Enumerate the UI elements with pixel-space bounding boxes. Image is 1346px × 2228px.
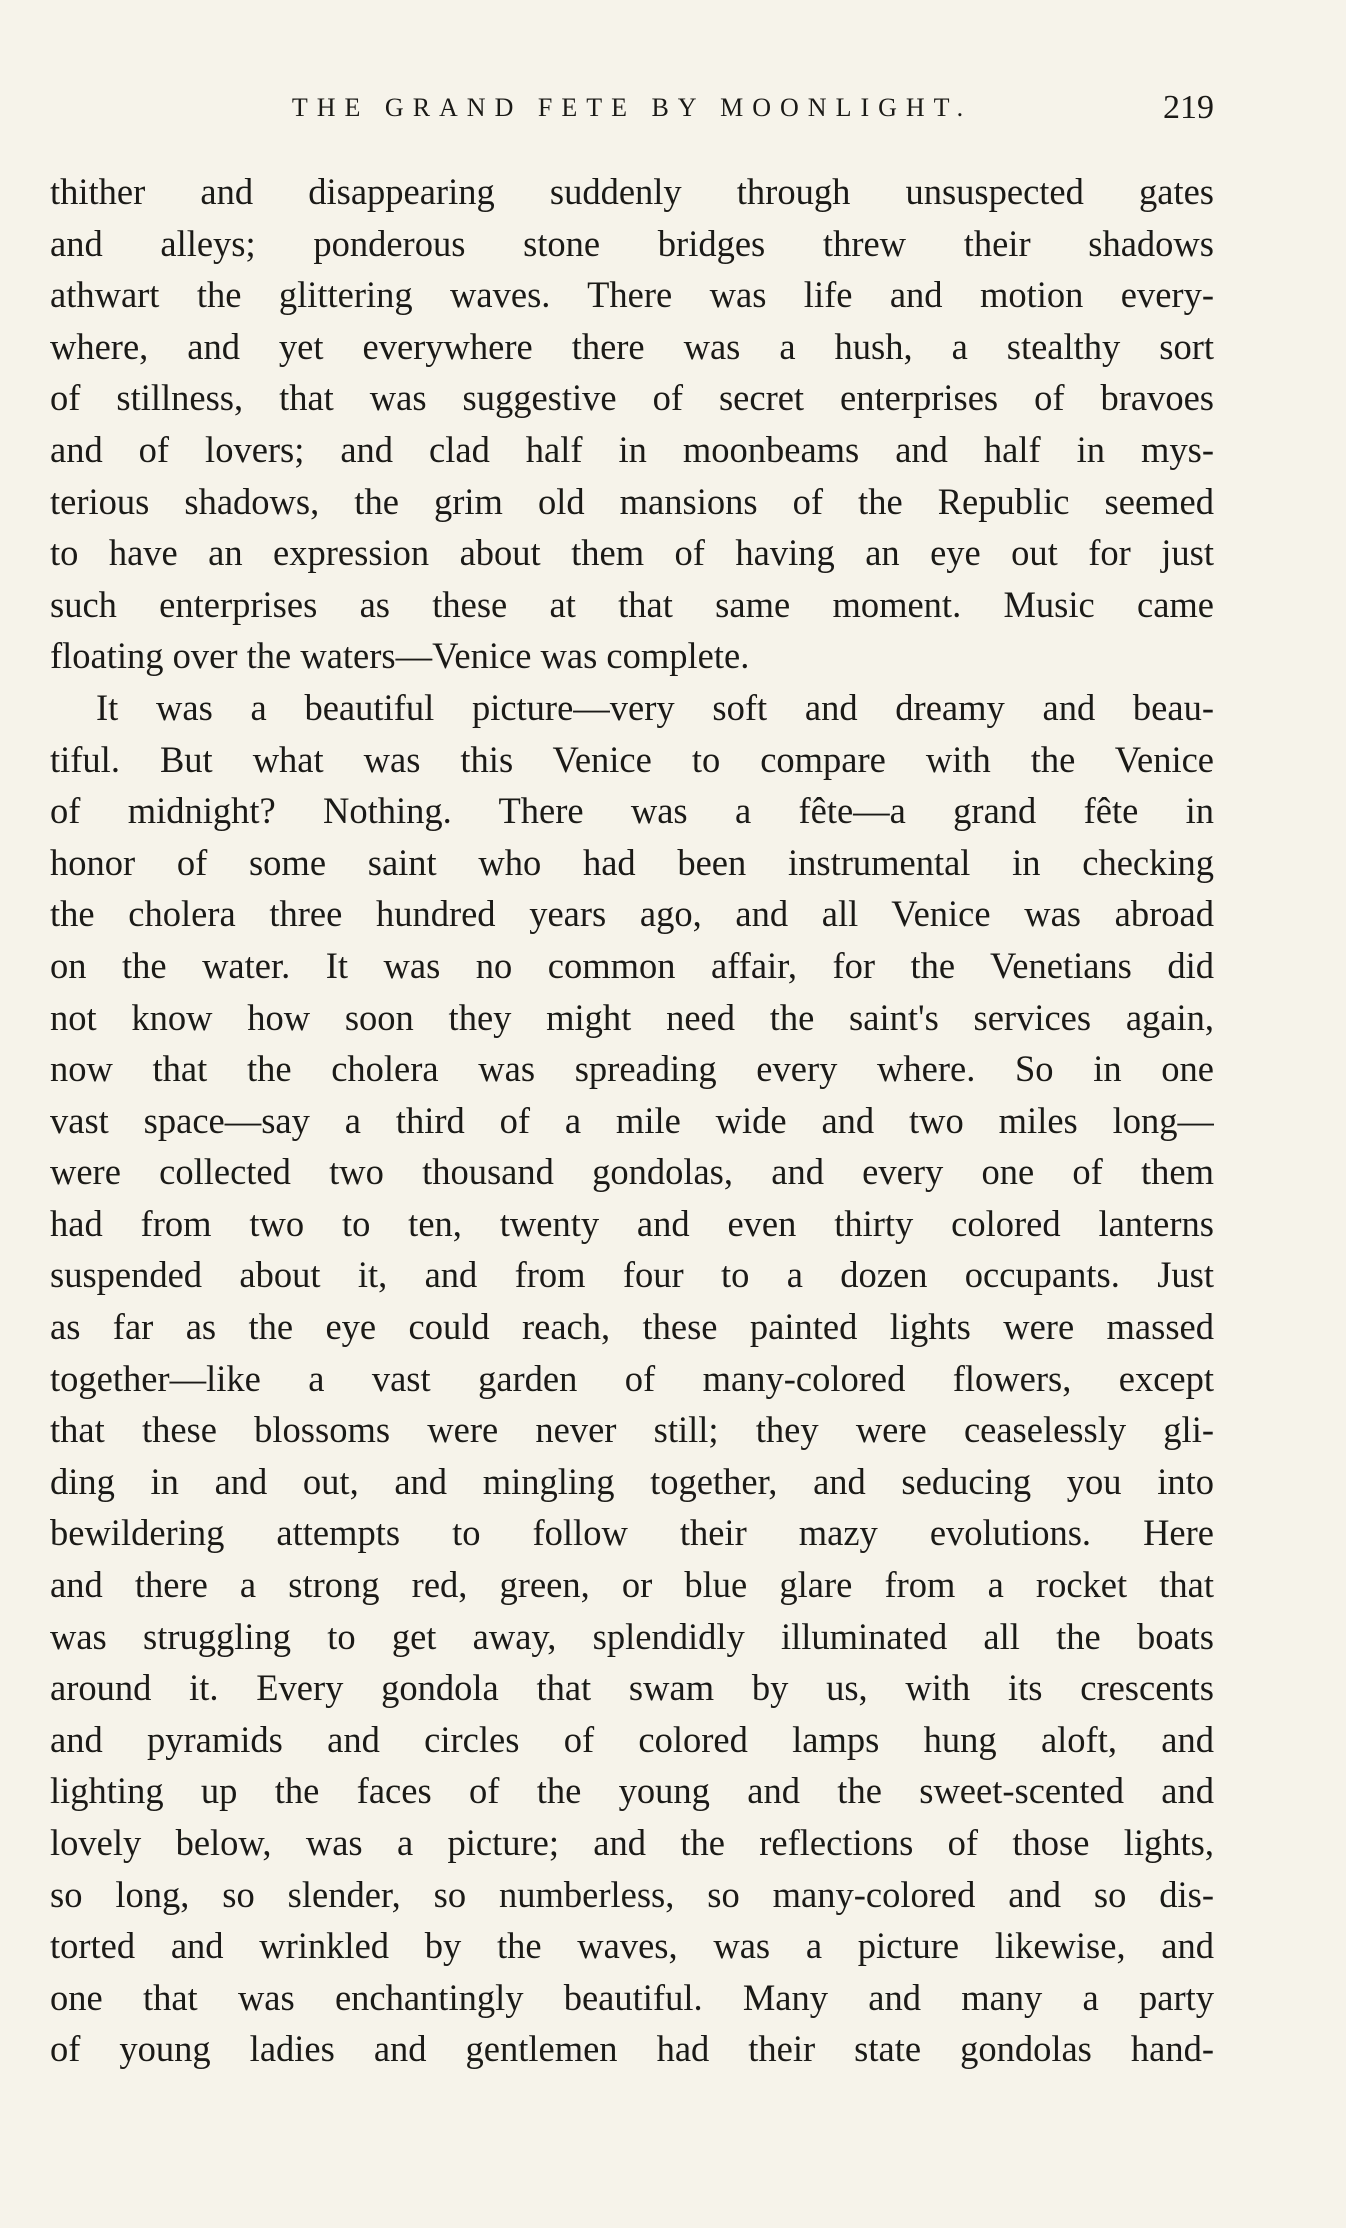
text-line: and there a strong red, green, or blue glare from a rocket that [50, 1564, 1214, 1606]
text-line: It was a beautiful picture—very soft and dreamy and beau- [96, 686, 1214, 728]
text-line: where, and yet everywhere there was a hush, a stealthy sort [50, 325, 1214, 367]
text-line: were collected two thousand gondolas, and every one of them [50, 1151, 1214, 1193]
text-line: the cholera three hundred years ago, and all Venice was abroad [50, 893, 1214, 935]
text-line: to have an expression about them of having an eye out for just [50, 532, 1214, 574]
text-line: so long, so slender, so numberless, so many-colored and so dis- [50, 1873, 1214, 1915]
text-line: ding in and out, and mingling together, and seducing you into [50, 1460, 1214, 1502]
text-line: tiful. But what was this Venice to compare with the Venice [50, 738, 1214, 780]
text-line: lighting up the faces of the young and the sweet-scented and [50, 1770, 1214, 1812]
text-line: on the water. It was no common affair, for the Venetians did [50, 944, 1214, 986]
text-line: of midnight? Nothing. There was a fête—a grand fête in [50, 790, 1214, 832]
body-text [50, 166, 1214, 2075]
text-line: had from two to ten, twenty and even thirty colored lanterns [50, 1202, 1214, 1244]
text-line: floating over the waters—Venice was complete. [50, 635, 750, 677]
text-line: and of lovers; and clad half in moonbeams and half in mys- [50, 428, 1214, 470]
text-line: now that the cholera was spreading every where. So in one [50, 1048, 1214, 1090]
text-line: of stillness, that was suggestive of secret enterprises of bravoes [50, 377, 1214, 419]
text-line: that these blossoms were never still; they were ceaselessly gli- [50, 1409, 1214, 1451]
page-number: 219 [1163, 89, 1214, 126]
text-line: as far as the eye could reach, these painted lights were massed [50, 1306, 1214, 1348]
running-head [50, 86, 1214, 130]
text-line: together—like a vast garden of many-colored flowers, except [50, 1357, 1214, 1399]
text-line: and alleys; ponderous stone bridges threw their shadows [50, 222, 1214, 264]
text-line: vast space—say a third of a mile wide and two miles long— [50, 1099, 1214, 1141]
text-line: bewildering attempts to follow their mazy evolutions. Here [50, 1512, 1214, 1554]
text-line: and pyramids and circles of colored lamps hung aloft, and [50, 1718, 1214, 1760]
text-line: one that was enchantingly beautiful. Many and many a party [50, 1976, 1214, 2018]
text-line: lovely below, was a picture; and the reflections of those lights, [50, 1822, 1214, 1863]
text-line: around it. Every gondola that swam by us, with its crescents [50, 1667, 1214, 1709]
text-line: not know how soon they might need the saint's services again, [50, 996, 1214, 1038]
text-line: thither and disappearing suddenly through unsuspected gates [50, 171, 1214, 212]
text-line: such enterprises as these at that same moment. Music came [50, 583, 1214, 625]
text-line: honor of some saint who had been instrumental in checking [50, 841, 1214, 883]
text-line: suspended about it, and from four to a dozen occupants. Just [50, 1254, 1214, 1296]
text-line: was struggling to get away, splendidly illuminated all the boats [50, 1615, 1214, 1657]
running-title: THE GRAND FETE BY MOONLIGHT. [291, 93, 973, 122]
text-line: athwart the glittering waves. There was life and motion every- [50, 274, 1214, 316]
text-line: of young ladies and gentlemen had their state gondolas hand- [50, 2028, 1214, 2070]
text-line: torted and wrinkled by the waves, was a picture likewise, and [50, 1925, 1214, 1967]
text-line: terious shadows, the grim old mansions of the Republic seemed [50, 480, 1214, 522]
